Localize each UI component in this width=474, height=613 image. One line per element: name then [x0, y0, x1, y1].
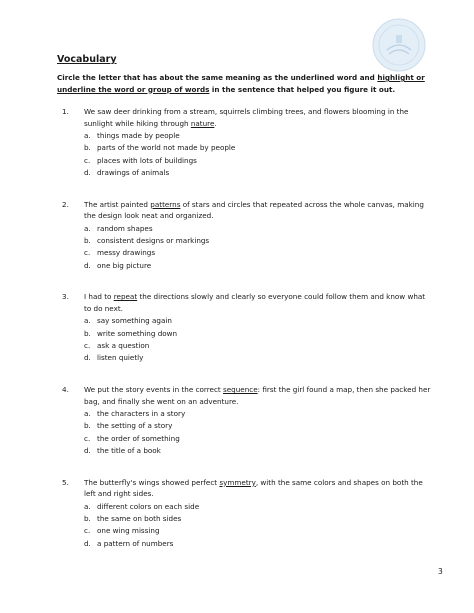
- question-number: 2.: [62, 199, 69, 209]
- question-text: The artist painted: [84, 199, 151, 209]
- answer-option-b[interactable]: [84, 328, 434, 340]
- option-letter: b.: [84, 328, 91, 338]
- question-list: [62, 106, 434, 569]
- question-number: 5.: [62, 477, 69, 487]
- option-letter: a.: [84, 316, 91, 326]
- option-letter: c.: [84, 526, 91, 536]
- option-letter: c.: [84, 248, 91, 258]
- vocab-word: symmetry: [219, 477, 256, 487]
- option-text: places with lots of buildings: [97, 155, 197, 165]
- answer-option-b[interactable]: [84, 235, 434, 247]
- question-text: The butterfly's wings showed perfect: [84, 477, 220, 487]
- answer-option-a[interactable]: [84, 315, 434, 327]
- option-letter: c.: [84, 433, 91, 443]
- answer-option-a[interactable]: [84, 223, 434, 235]
- instructions-highlight: highlight or underline the word or group of words: [57, 73, 425, 94]
- option-text: the setting of a story: [97, 421, 173, 431]
- option-letter: d.: [84, 167, 91, 177]
- answer-option-d[interactable]: [84, 352, 434, 364]
- option-text: ask a question: [97, 340, 150, 350]
- question-stem: [84, 477, 434, 500]
- vocab-word: sequence: [223, 385, 258, 395]
- option-text: messy drawings: [97, 248, 156, 258]
- vocab-word: repeat: [113, 292, 138, 302]
- answer-option-c[interactable]: [84, 247, 434, 259]
- page-number: 3: [438, 567, 443, 576]
- option-letter: d.: [84, 538, 91, 548]
- option-text: random shapes: [97, 223, 153, 233]
- question-number: 3.: [62, 292, 69, 302]
- question-text-end: : first the girl found a map, then she packed her bag, and finally she went on an adventure.: [84, 385, 431, 406]
- answer-options: [84, 408, 434, 457]
- question-1: [62, 106, 434, 179]
- answer-option-a[interactable]: [84, 408, 434, 420]
- question-4: [62, 384, 434, 457]
- question-text: We put the story events in the correct: [84, 385, 224, 395]
- option-text: say something again: [97, 316, 172, 326]
- option-letter: a.: [84, 409, 91, 419]
- answer-option-c[interactable]: [84, 525, 434, 537]
- answer-options: [84, 130, 434, 179]
- option-letter: b.: [84, 514, 91, 524]
- answer-option-a[interactable]: [84, 130, 434, 142]
- instructions-text: Circle the letter that has about the same meaning as the underlined word and: [57, 73, 378, 82]
- vocab-word: nature: [190, 118, 215, 128]
- option-letter: b.: [84, 235, 91, 245]
- section-title: Vocabulary: [57, 54, 117, 65]
- option-text: the characters in a story: [97, 409, 186, 419]
- option-text: things made by people: [97, 131, 180, 140]
- vocab-word: patterns: [150, 199, 181, 209]
- answer-option-c[interactable]: [84, 433, 434, 445]
- option-text: write something down: [97, 328, 178, 338]
- instructions-text-end: in the sentence that helped you figure it out.: [209, 84, 396, 94]
- option-text: one big picture: [97, 260, 152, 270]
- option-letter: d.: [84, 353, 91, 363]
- option-text: drawings of animals: [97, 167, 170, 177]
- answer-option-d[interactable]: [84, 538, 434, 550]
- question-stem: [84, 106, 434, 129]
- question-text-end: , with the same colors and shapes on both the left and right sides.: [84, 477, 423, 499]
- option-text: the title of a book: [97, 445, 161, 455]
- answer-option-b[interactable]: [84, 142, 434, 154]
- school-seal-icon: [372, 18, 426, 72]
- question-text-end: the directions slowly and clearly so everyone could follow them and know what to do next.: [84, 292, 426, 313]
- answer-option-b[interactable]: [84, 513, 434, 525]
- question-text: I had to: [84, 292, 114, 302]
- option-letter: d.: [84, 445, 91, 455]
- option-letter: c.: [84, 155, 91, 165]
- answer-option-c[interactable]: [84, 340, 434, 352]
- question-2: [62, 199, 434, 272]
- option-text: consistent designs or markings: [97, 235, 210, 245]
- option-letter: a.: [84, 223, 91, 233]
- option-text: listen quietly: [97, 353, 144, 363]
- question-text: We saw deer drinking from a stream, squirrels climbing trees, and flowers blooming in the sunlight while hiking through: [84, 107, 409, 128]
- answer-option-c[interactable]: [84, 155, 434, 167]
- answer-option-d[interactable]: [84, 167, 434, 179]
- option-text: a pattern of numbers: [97, 538, 174, 548]
- answer-options: [84, 315, 434, 364]
- option-text: different colors on each side: [97, 501, 200, 511]
- option-letter: a.: [84, 501, 91, 511]
- answer-option-b[interactable]: [84, 420, 434, 432]
- option-text: one wing missing: [97, 526, 160, 536]
- question-number: 1.: [62, 107, 69, 116]
- answer-options: [84, 223, 434, 272]
- option-letter: b.: [84, 421, 91, 431]
- question-stem: [84, 291, 434, 314]
- question-text-end: .: [214, 118, 217, 128]
- question-stem: [84, 199, 434, 222]
- instructions: [57, 72, 427, 95]
- option-letter: a.: [84, 131, 91, 140]
- option-letter: d.: [84, 260, 91, 270]
- answer-option-d[interactable]: [84, 445, 434, 457]
- option-letter: c.: [84, 340, 91, 350]
- answer-option-d[interactable]: [84, 260, 434, 272]
- option-letter: b.: [84, 143, 91, 153]
- question-3: [62, 291, 434, 364]
- option-text: the same on both sides: [97, 514, 182, 524]
- question-number: 4.: [62, 385, 69, 395]
- question-text-end: of stars and circles that repeated across the whole canvas, making the design look neat and organized.: [84, 199, 424, 221]
- option-text: the order of something: [97, 433, 180, 443]
- question-5: [62, 477, 434, 550]
- option-text: parts of the world not made by people: [97, 143, 236, 153]
- question-stem: [84, 384, 434, 407]
- answer-options: [84, 501, 434, 550]
- answer-option-a[interactable]: [84, 501, 434, 513]
